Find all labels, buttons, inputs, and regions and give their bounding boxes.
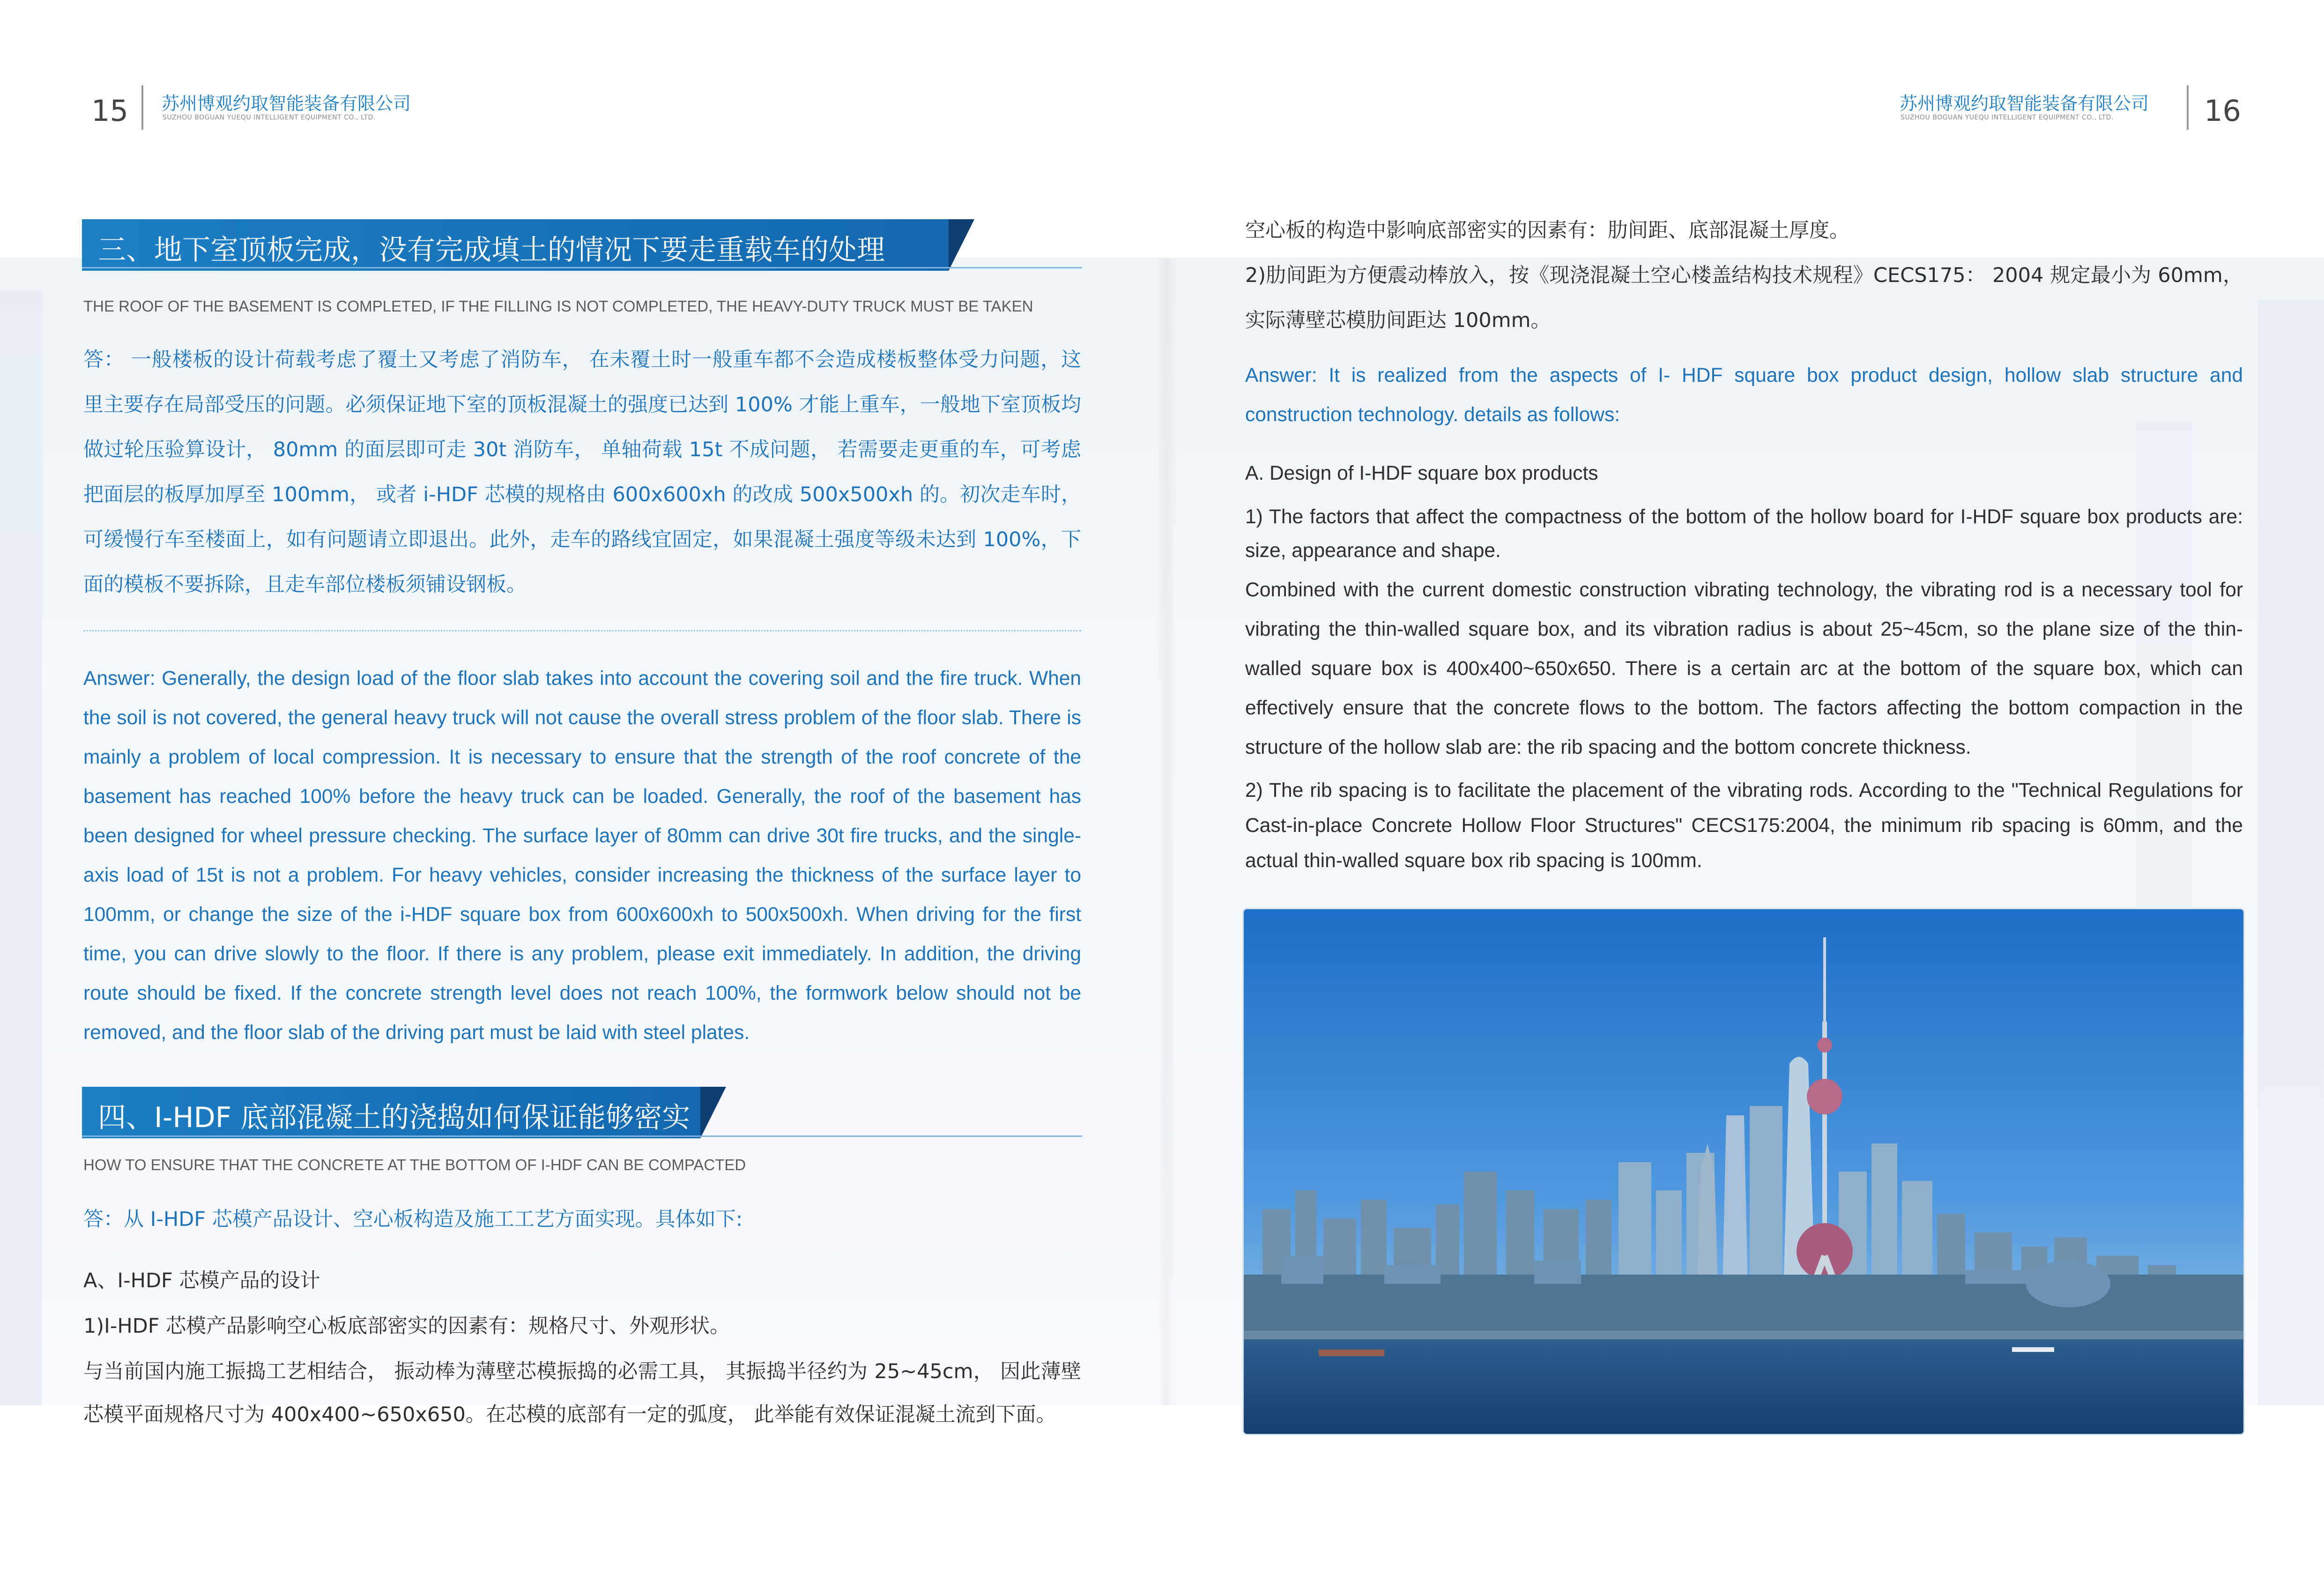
section-subtitle: HOW TO ENSURE THAT THE CONCRETE AT THE BOTTOM OF I-HDF CAN BE COMPACTED (83, 1156, 746, 1173)
answer-cn-line: 答：从 I-HDF 芯模产品设计、空心板构造及施工工艺方面实现。具体如下: (83, 1208, 743, 1231)
cn-paragraph: 2)肋间距为方便震动棒放入，按《现浇混凝土空心楼盖结构技术规程》CECS175： 2004 规定最小为 60mm，实际薄壁芯模肋间距达 100mm。 (1245, 264, 2243, 332)
city-skyline-photo (1242, 908, 2245, 1435)
company-name-en: SUZHOU BOGUAN YUEQU INTELLIGENT EQUIPMENT CO., LTD. (1901, 114, 2114, 121)
header-divider (141, 85, 143, 130)
dotted-divider (83, 630, 1081, 631)
item-line: 1)I-HDF 芯模产品影响空心板底部密实的因素有：规格尺寸、外观形状。 (83, 1314, 730, 1338)
section-title: 四、I-HDF 底部混凝土的浇捣如何保证能够密实 (98, 1101, 691, 1134)
company-name-cn: 苏州博观约取智能装备有限公司 (162, 93, 411, 114)
answer-en-paragraph: Answer: Generally, the design load of the floor slab takes into account the covering soil and the fire truck. When the soil is not covered, the general heavy truck will not cause the overall stress problem of the floor slab. There is mainly a problem of local compression. It is necessary to ensure that the strength of the roof concrete of the basement has reached 100% before the heavy truck can be loaded. Generally, the roof of the basement has been designed for wheel pressure checking. The surface layer of 80mm can drive 30t fire trucks, and the single-axis load of 15t is not a problem. For heavy vehicles, consider increasing the thickness of the surface layer to 100mm, or change the size of the i-HDF square box from 600x600xh to 500x500xh. When driving for the first time, you can drive slowly to the floor. If there is any problem, please exit immediately. In addition, the driving route should be fixed. If the concrete strength level does not reach 100%, the formwork below should not be removed, and the floor slab of the driving part must be laid with steel plates. (83, 668, 1081, 1044)
item-paragraph: 1) The factors that affect the compactness of the bottom of the hollow board for I-HDF square box products are: size, appearance and shape. (1245, 506, 2243, 562)
background-building (0, 290, 42, 1405)
page-gutter (1157, 258, 1176, 1405)
body-paragraph: 与当前国内施工振捣工艺相结合， 振动棒为薄壁芯模振捣的必需工具， 其振捣半径约为 25~45cm， 因此薄壁芯模平面规格尺寸为 400x400~650x650。在芯模的底部有一定的弧度， 此举能有效保证混凝土流到下面。 (83, 1360, 1081, 1426)
cn-line: 空心板的构造中影响底部密实的因素有：肋间距、底部混凝土厚度。 (1245, 219, 1849, 242)
company-name-cn: 苏州博观约取智能装备有限公司 (1900, 93, 2149, 114)
section-title-bar (82, 219, 974, 271)
page-number: 16 (2204, 94, 2241, 128)
section-rule (82, 267, 1082, 268)
header-divider (2187, 85, 2189, 130)
skyline-illustration (1244, 909, 2243, 1434)
company-name-en: SUZHOU BOGUAN YUEQU INTELLIGENT EQUIPMENT CO., LTD. (163, 114, 376, 121)
item-heading: A、I-HDF 芯模产品的设计 (83, 1269, 320, 1292)
item-paragraph: 2) The rib spacing is to facilitate the placement of the vibrating rods. According to the "Technical Regulations for Cast-in-place Concrete Hollow Floor Structures" CECS175:2004, the minimum rib spacing is 60mm, and the actual thin-walled square box rib spacing is 100mm. (1245, 779, 2243, 872)
section-subtitle: THE ROOF OF THE BASEMENT IS COMPLETED, IF THE FILLING IS NOT COMPLETED, THE HEAVY-DUTY TRUCK MUST BE TAKEN (83, 297, 1033, 315)
background-building (2258, 300, 2324, 1405)
answer-cn-paragraph: 答： 一般楼板的设计荷载考虑了覆土又考虑了消防车， 在未覆土时一般重车都不会造成楼板整体受力问题，这里主要存在局部受压的问题。必须保证地下室的顶板混凝土的强度已达到 100% 才能上重车，一般地下室顶板均做过轮压验算设计， 80mm 的面层即可走 30t 消防车， 单轴荷载 15t 不成问题， 若需要走更重的车，可考虑把面层的板厚加厚至 100mm， 或者 i-HDF 芯模的规格由 600x600xh 的改成 500x500xh 的。初次走车时，可缓慢行车至楼面上，如有问题请立即退出。此外，走车的路线宜固定，如果混凝土强度等级未达到 100%，下面的模板不要拆除，且走车部位楼板须铺设钢板。 (83, 348, 1081, 596)
body-paragraph: Combined with the current domestic construction vibrating technology, the vibrating rod is a necessary tool for vibrating the thin-walled square box, and its vibration radius is about 25~45cm, so the plane size of the thin-walled square box is 400x400~650x650. There is a certain arc at the bottom of the square box, which can effectively ensure that the concrete flows to the bottom. The factors affecting the bottom compaction in the structure of the hollow slab are: the rib spacing and the bottom concrete thickness. (1245, 579, 2243, 758)
section-rule (82, 1135, 1082, 1137)
item-heading: A. Design of I-HDF square box products (1245, 462, 1598, 484)
page-number: 15 (91, 94, 128, 128)
section-title-bar (82, 1087, 726, 1138)
section-title: 三、地下室顶板完成，没有完成填土的情况下要走重载车的处理 (98, 234, 885, 267)
answer-en-paragraph: Answer: It is realized from the aspects of I- HDF square box product design, hollow slab structure and construction technology. details as follows: (1245, 364, 2243, 426)
